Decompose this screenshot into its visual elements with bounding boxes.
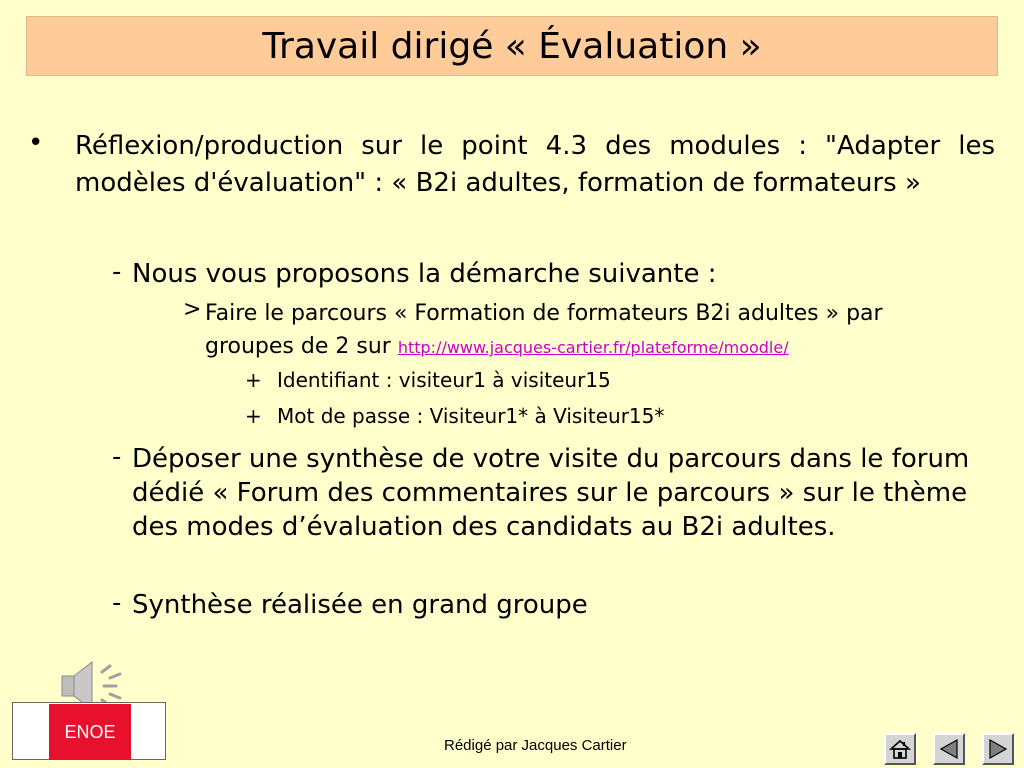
- title-bar: [26, 16, 998, 76]
- enoe-logo: [12, 702, 166, 760]
- home-icon: [888, 737, 912, 761]
- login-credential: Identifiant : visiteur1 à visiteur15: [277, 368, 611, 392]
- sub-item-group: Synthèse réalisée en grand groupe: [132, 590, 588, 620]
- triangle-left-icon: [937, 737, 961, 761]
- dash-marker: -: [112, 442, 122, 472]
- dash-marker: -: [112, 588, 122, 618]
- sub-item-approach: Nous vous proposons la démarche suivante :: [132, 259, 717, 289]
- sub-item-course: [205, 297, 975, 364]
- platform-link[interactable]: http://www.jacques-cartier.fr/plateforme/moodle/: [397, 338, 789, 357]
- arrow-marker: >: [183, 297, 202, 322]
- plus-marker: +: [245, 404, 262, 428]
- triangle-right-icon: [986, 737, 1010, 761]
- plus-marker: +: [245, 368, 262, 392]
- next-slide-button[interactable]: [982, 733, 1014, 765]
- dash-marker: -: [112, 257, 122, 287]
- footer-author: Rédigé par Jacques Cartier: [444, 737, 627, 754]
- main-bullet-text: Réflexion/production sur le point 4.3 des modules : "Adapter les modèles d'évaluation" : « B2i adultes, formation de formateurs »: [75, 131, 995, 198]
- slide-title: Travail dirigé « Évaluation »: [262, 25, 762, 67]
- home-button[interactable]: [884, 733, 916, 765]
- sub-item-synthesis: Déposer une synthèse de votre visite du parcours dans le forum dédié « Forum des commentaires sur le parcours » sur le thème des modes d’évaluation des candidats au B2i adultes.: [132, 444, 970, 542]
- previous-slide-button[interactable]: [933, 733, 965, 765]
- password-credential: Mot de passe : Visiteur1* à Visiteur15*: [277, 404, 665, 428]
- enoe-logo-text: ENOE: [64, 721, 116, 742]
- course-instruction: Faire le parcours « Formation de formateurs B2i adultes » par groupes de 2 sur: [205, 301, 883, 359]
- enoe-logo-mark: [49, 704, 131, 760]
- bullet-marker: •: [28, 128, 44, 158]
